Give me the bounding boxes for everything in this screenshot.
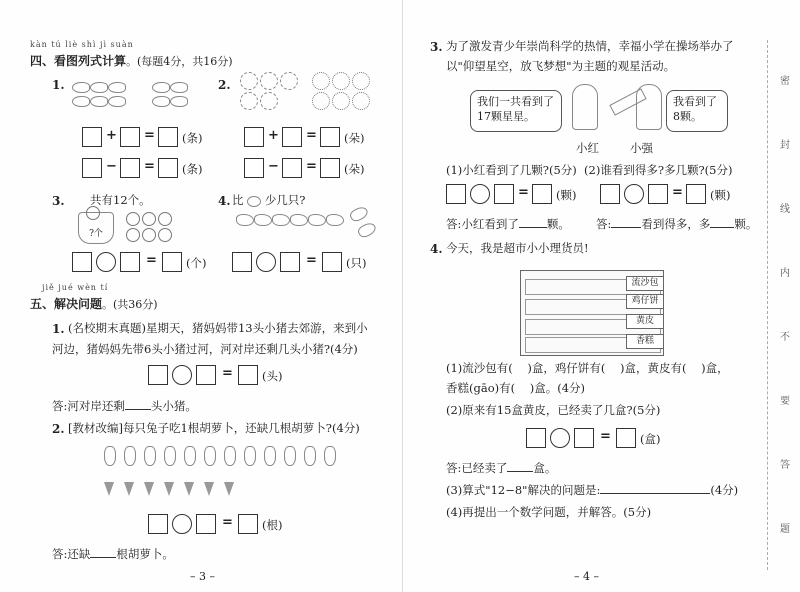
flower-icon	[332, 92, 350, 110]
rabbit-icon	[124, 446, 136, 466]
rabbit-icon	[184, 446, 196, 466]
unit-label: (颗)	[710, 188, 731, 202]
p3-subquestions: (1)小红看到了几颗?(5分) (2)谁看到得多?多几颗?(5分)	[446, 163, 733, 177]
p3-answer2	[596, 216, 757, 233]
operator-circle[interactable]	[470, 184, 490, 204]
section5-pinyin: jiě jué wèn tí	[42, 283, 109, 292]
answer-box[interactable]	[446, 184, 466, 204]
plus-sign: +	[268, 128, 279, 143]
q3-text: 共有12个。	[90, 193, 151, 207]
q2-number: 2.	[218, 78, 231, 92]
answer-blank[interactable]	[90, 557, 116, 558]
equals-sign: =	[672, 185, 683, 200]
fish-icon	[108, 82, 126, 93]
binding-char: 封	[780, 140, 790, 151]
name-xiaoqiang: 小强	[630, 141, 653, 155]
p3-number: 3.	[430, 40, 443, 54]
flower-icon	[312, 92, 330, 110]
p3-answer2-pre: 答:	[596, 217, 612, 231]
answer-box[interactable]	[72, 252, 92, 272]
minus-sign: −	[268, 159, 279, 174]
answer-box[interactable]	[686, 184, 706, 204]
answer-box[interactable]	[120, 158, 140, 178]
answer-box[interactable]	[232, 252, 252, 272]
fish-icon	[90, 82, 108, 93]
answer-box[interactable]	[322, 252, 342, 272]
fish-icon	[72, 96, 90, 107]
equals-sign: =	[306, 128, 317, 143]
unit-label: (条)	[182, 162, 203, 176]
equals-sign: =	[144, 128, 155, 143]
bird-icon	[308, 214, 326, 226]
rabbit-icon	[144, 446, 156, 466]
carrot-icon	[164, 482, 174, 496]
p4-sub1-line2: 香糕(gāo)有( )盒。(4分)	[446, 381, 585, 395]
apple-icon	[142, 228, 156, 242]
rabbit-icon	[204, 446, 216, 466]
apple-icon	[158, 228, 172, 242]
carrot-icon	[124, 482, 134, 496]
answer-box[interactable]	[244, 127, 264, 147]
equals-sign: =	[306, 159, 317, 174]
bird-icon	[326, 214, 344, 226]
page-number: – 3 –	[190, 570, 215, 583]
fish-icon	[152, 96, 170, 107]
fish-icon	[90, 96, 108, 107]
binding-char: 题	[780, 524, 790, 535]
unit-label: (根)	[262, 518, 283, 532]
bird-icon	[356, 220, 378, 239]
operator-circle[interactable]	[172, 514, 192, 534]
apple-icon	[126, 212, 140, 226]
answer-box[interactable]	[282, 158, 302, 178]
page-number: – 4 –	[574, 570, 599, 583]
binding-char: 线	[780, 204, 790, 215]
unit-label: (朵)	[344, 131, 365, 145]
bird-icon	[247, 196, 261, 207]
answer-box[interactable]	[320, 127, 340, 147]
p3-answer1	[446, 216, 570, 233]
answer-box[interactable]	[158, 158, 178, 178]
boy-figure	[636, 84, 662, 130]
answer-blank[interactable]	[611, 227, 641, 228]
p2-line1: [教材改编]每只兔子吃1根胡萝卜，还缺几根胡萝卜?(4分)	[68, 421, 360, 435]
p3-line2: 以"仰望星空，放飞梦想"为主题的观星活动。	[446, 59, 676, 73]
flower-icon	[332, 72, 350, 90]
unit-label: (只)	[346, 256, 367, 270]
p4-answer-pre: 答:已经卖了	[446, 461, 508, 475]
binding-char: 答	[780, 460, 790, 471]
p3-answer1-post: 颗。	[546, 217, 570, 231]
p3-answer1-pre: 答:小红看到了	[446, 217, 519, 231]
apple-icon	[86, 206, 100, 220]
name-xiaohong: 小红	[576, 141, 599, 155]
answer-blank[interactable]	[600, 493, 710, 494]
bird-icon	[348, 204, 370, 223]
unit-label: (朵)	[344, 162, 365, 176]
p3-answer2-mid: 看到得多，多	[641, 217, 711, 231]
binding-char: 不	[780, 332, 790, 343]
bird-icon	[236, 214, 254, 226]
p4-number: 4.	[430, 242, 443, 256]
flower-icon	[352, 72, 370, 90]
answer-box[interactable]	[494, 184, 514, 204]
page-divider	[402, 0, 403, 592]
fish-icon	[170, 82, 188, 93]
answer-box[interactable]	[282, 127, 302, 147]
p2-answer-post: 根胡萝卜。	[116, 547, 174, 561]
answer-box[interactable]	[196, 514, 216, 534]
p1-line1: (名校期末真题)星期天，猪妈妈带13头小猪去郊游，来到小	[68, 321, 368, 335]
p1-answer	[52, 398, 197, 415]
operator-circle[interactable]	[256, 252, 276, 272]
girl-figure	[572, 84, 598, 130]
flower-icon	[260, 72, 278, 90]
answer-blank[interactable]	[507, 471, 533, 472]
answer-box[interactable]	[574, 428, 594, 448]
equals-sign: =	[146, 253, 157, 268]
flower-icon	[240, 72, 258, 90]
p4-sub2: (2)原来有15盒黄皮，已经卖了几盒?(5分)	[446, 403, 661, 417]
answer-box[interactable]	[320, 158, 340, 178]
rabbit-icon	[224, 446, 236, 466]
carrot-icon	[224, 482, 234, 496]
basket-label: ?个	[89, 229, 103, 239]
p4-answer	[446, 460, 556, 477]
answer-box[interactable]	[238, 514, 258, 534]
apple-icon	[126, 228, 140, 242]
fish-icon	[72, 82, 90, 93]
fish-icon	[152, 82, 170, 93]
answer-box[interactable]	[148, 514, 168, 534]
minus-sign: −	[106, 159, 117, 174]
p1-number: 1.	[52, 322, 65, 336]
answer-box[interactable]	[244, 158, 264, 178]
shelf-label-huangpi: 黄皮	[626, 314, 664, 329]
section5-title-text: 五、解决问题	[30, 297, 103, 311]
carrot-icon	[204, 482, 214, 496]
unit-label: (颗)	[556, 188, 577, 202]
unit-label: (盒)	[640, 432, 661, 446]
answer-box[interactable]	[158, 127, 178, 147]
q4-number: 4.	[218, 194, 231, 208]
rabbit-icon	[304, 446, 316, 466]
p4-sub3	[446, 482, 738, 499]
operator-circle[interactable]	[172, 365, 192, 385]
p2-answer-pre: 答:还缺	[52, 547, 91, 561]
answer-box[interactable]	[196, 365, 216, 385]
flower-icon	[280, 72, 298, 90]
speech-bubble-xiaoqiang: 我看到了8颗。	[666, 90, 728, 132]
p1-line2: 河边，猪妈妈先带6头小猪过河，河对岸还剩几头小猪?(4分)	[52, 342, 358, 356]
rabbit-icon	[164, 446, 176, 466]
p1-answer-pre: 答:河对岸还剩	[52, 399, 125, 413]
apple-icon	[158, 212, 172, 226]
carrot-icon	[144, 482, 154, 496]
rabbit-icon	[264, 446, 276, 466]
answer-box[interactable]	[280, 252, 300, 272]
operator-circle[interactable]	[624, 184, 644, 204]
section5-title	[30, 295, 158, 312]
p3-answer2-post: 颗。	[734, 217, 758, 231]
binding-char: 内	[780, 268, 790, 279]
rabbit-icon	[284, 446, 296, 466]
p4-sub3-pre: (3)算式"12−8"解决的问题是:	[446, 483, 601, 497]
answer-box[interactable]	[526, 428, 546, 448]
answer-box[interactable]	[616, 428, 636, 448]
operator-circle[interactable]	[96, 252, 116, 272]
equals-sign: =	[518, 185, 529, 200]
section4-title	[30, 52, 233, 69]
unit-label: (条)	[182, 131, 203, 145]
equals-sign: =	[306, 253, 317, 268]
rabbit-icon	[244, 446, 256, 466]
q3-number: 3.	[52, 194, 65, 208]
fish-icon	[170, 96, 188, 107]
binding-char: 密	[780, 76, 790, 87]
flower-icon	[240, 92, 258, 110]
answer-box[interactable]	[120, 252, 140, 272]
section4-title-text: 四、看图列式计算	[30, 54, 127, 68]
carrot-icon	[184, 482, 194, 496]
q4-text-pre: 比	[232, 193, 244, 207]
carrot-icon	[104, 482, 114, 496]
answer-box[interactable]	[148, 365, 168, 385]
rabbit-icon	[104, 446, 116, 466]
bird-icon	[254, 214, 272, 226]
flower-icon	[260, 92, 278, 110]
answer-box[interactable]	[162, 252, 182, 272]
equals-sign: =	[222, 515, 233, 530]
answer-box[interactable]	[82, 127, 102, 147]
answer-box[interactable]	[82, 158, 102, 178]
binding-cut-line	[767, 40, 768, 570]
equals-sign: =	[600, 429, 611, 444]
section4-score: 。(每题4分，共16分)	[126, 55, 233, 68]
shelf-label-xianggao: 香糕	[626, 334, 664, 349]
p2-answer	[52, 546, 174, 563]
p3-line1: 为了激发青少年崇尚科学的热情，幸福小学在操场举办了	[446, 39, 734, 53]
speech-bubble-xiaohong: 我们一共看到了17颗星星。	[470, 90, 562, 132]
answer-box[interactable]	[238, 365, 258, 385]
q4-text-post: 少几只?	[264, 193, 306, 207]
apple-icon	[142, 212, 156, 226]
p4-title: 今天，我是超市小小理货员!	[446, 241, 589, 255]
unit-label: (头)	[262, 369, 283, 383]
bird-icon	[290, 214, 308, 226]
p2-number: 2.	[52, 422, 65, 436]
answer-box[interactable]	[120, 127, 140, 147]
answer-box[interactable]	[532, 184, 552, 204]
p4-sub3-post: (4分)	[710, 483, 739, 497]
flower-icon	[312, 72, 330, 90]
answer-box[interactable]	[600, 184, 620, 204]
answer-blank[interactable]	[519, 227, 547, 228]
answer-blank[interactable]	[710, 227, 734, 228]
p4-sub1-line1: (1)流沙包有( )盒，鸡仔饼有( )盒，黄皮有( )盒，	[446, 361, 729, 375]
p4-answer-post: 盒。	[533, 461, 557, 475]
section5-score: 。(共36分)	[102, 298, 158, 311]
unit-label: (个)	[186, 256, 207, 270]
answer-blank[interactable]	[125, 409, 151, 410]
fish-icon	[108, 96, 126, 107]
p4-sub4: (4)再提出一个数学问题，并解答。(5分)	[446, 505, 652, 519]
answer-box[interactable]	[648, 184, 668, 204]
q1-number: 1.	[52, 78, 65, 92]
equals-sign: =	[144, 159, 155, 174]
shelf-label-liushabao: 流沙包	[626, 276, 664, 291]
flower-icon	[352, 92, 370, 110]
operator-circle[interactable]	[550, 428, 570, 448]
binding-char: 要	[780, 396, 790, 407]
section4-pinyin: kàn tú liè shì jì suàn	[30, 40, 134, 49]
bird-icon	[272, 214, 290, 226]
rabbit-icon	[324, 446, 336, 466]
p1-answer-post: 头小猪。	[150, 399, 197, 413]
shelf-label-jizaibing: 鸡仔饼	[626, 294, 664, 309]
q4-text	[232, 192, 305, 209]
equals-sign: =	[222, 366, 233, 381]
plus-sign: +	[106, 128, 117, 143]
